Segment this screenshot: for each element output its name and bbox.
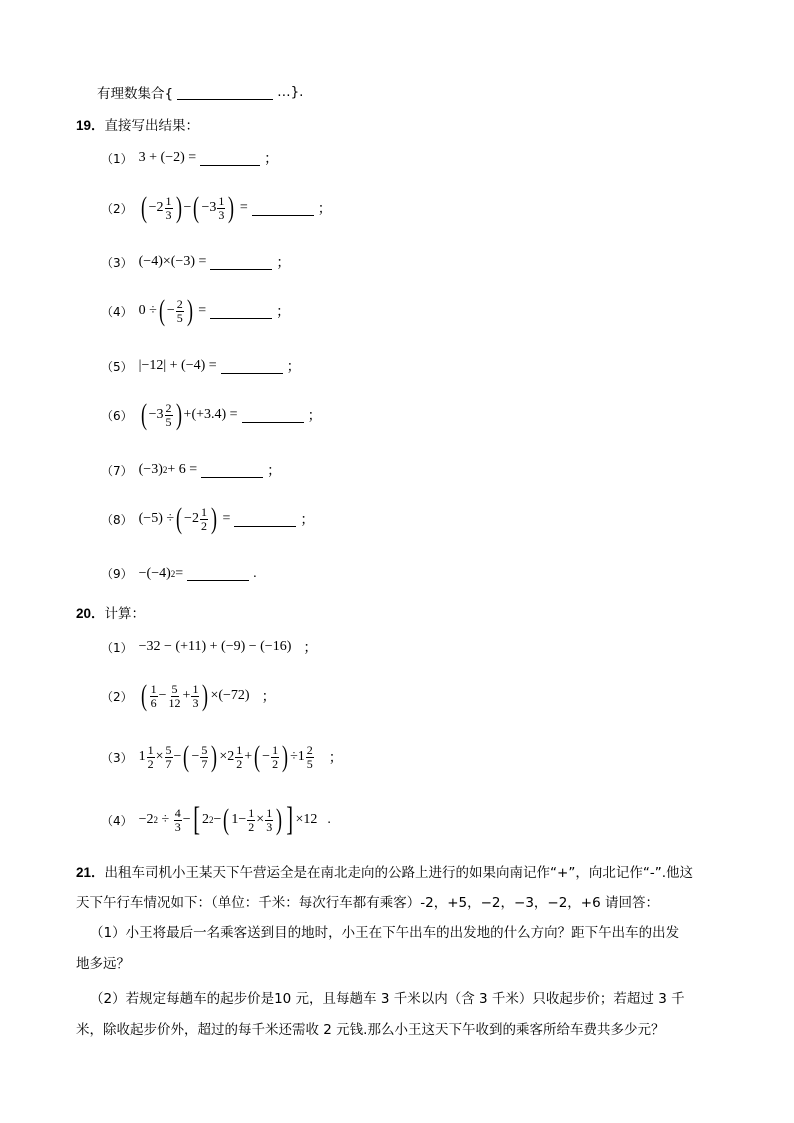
item-index: （3） xyxy=(101,255,133,270)
expression-tail: + 6 = xyxy=(167,462,198,477)
q20-item-1 xyxy=(101,637,317,657)
question-21-sub-1-line-2 xyxy=(76,949,130,979)
answer-blank[interactable] xyxy=(234,512,296,527)
expression: (−4)×(−3) = xyxy=(138,254,207,269)
q19-item-7: （7） (−3) 2 + 6 = ； xyxy=(101,462,282,479)
q19-item-4: （4） 0 ÷ ( − $\frac{2}{5}$ ) = ； xyxy=(101,294,291,327)
q19-item-1 xyxy=(101,148,278,168)
item-end: . xyxy=(253,565,257,581)
answer-blank[interactable] xyxy=(200,151,260,166)
item-index: （8） xyxy=(101,512,133,527)
rational-set-label: 有理数集合{ xyxy=(97,86,174,102)
item-end: ； xyxy=(317,202,332,217)
q19-item-6: （6） ( −3 $\frac{2}{5}$ ) +(+3.4) = ； xyxy=(101,398,322,431)
question-20-header xyxy=(76,602,145,622)
answer-blank[interactable] xyxy=(252,201,314,216)
q19-item-2: （2） ( −2 $\frac{1}{3}$ ) − ( −3 $\frac{1}{3}$ ) = ； xyxy=(101,191,332,224)
q20-item-2: （2） ( $\frac{1}{6}$ − $\frac{5}{12}$ + $\frac{1}{3}$ ) ×(−72) ； xyxy=(101,679,276,712)
question-21-line-2 xyxy=(76,888,659,918)
question-21-line-1 xyxy=(76,858,693,888)
item-end: ； xyxy=(276,305,291,320)
question-number: 20． xyxy=(76,606,105,621)
answer-blank[interactable] xyxy=(221,359,283,374)
expression-tail: = xyxy=(175,565,184,581)
answer-blank[interactable] xyxy=(201,463,263,478)
expression: (−3) xyxy=(138,462,163,477)
item-index: （6） xyxy=(101,408,133,423)
item-index: （1） xyxy=(101,640,133,655)
expression: 3 + (−2) = xyxy=(138,150,197,165)
answer-blank[interactable] xyxy=(210,255,272,270)
answer-blank[interactable] xyxy=(177,85,273,100)
item-end: ； xyxy=(307,409,322,424)
item-index: （4） xyxy=(101,813,133,828)
question-number: 21． xyxy=(76,865,105,880)
item-end: ； xyxy=(264,152,279,167)
item-end: ； xyxy=(261,690,276,705)
question-21-sub-1-line-1 xyxy=(90,918,679,948)
item-index: （3） xyxy=(101,750,133,765)
question-text: 天下午行车情况如下：（单位：千米：每次行车都有乘客）-2，+5，−2，−3，−2，+6 请回答： xyxy=(76,895,660,911)
answer-blank[interactable] xyxy=(210,304,272,319)
question-title: 直接写出结果： xyxy=(104,118,200,134)
q20-item-4: （4） −2 2 ÷ $\frac{4}{3}$ − [ 2 2 − ( 1− $\frac{1}{2}$ × $\frac{1}{3}$ ) ] ×12 . xyxy=(101,801,331,838)
expression: |−12| + (−4) = xyxy=(138,358,217,373)
item-index: （2） xyxy=(101,689,133,704)
item-index: （7） xyxy=(101,463,133,478)
subquestion-text: （1）小王将最后一名乘客送到目的地时，小王在下午出车的出发地的什么方向？距下午出车的出发 xyxy=(90,925,680,941)
item-end: ； xyxy=(303,641,318,656)
item-index: （9） xyxy=(101,567,133,581)
item-end: ； xyxy=(276,256,291,271)
question-21-sub-2-line-1 xyxy=(90,984,685,1014)
item-end: ； xyxy=(286,360,301,375)
subquestion-text: 米，除收起步价外，超过的每千米还需收 2 元钱.那么小王这天下午收到的乘客所给车费共多少元？ xyxy=(76,1022,665,1038)
question-21-sub-2-line-2 xyxy=(76,1015,664,1045)
question-title: 计算： xyxy=(104,606,146,622)
item-end: ； xyxy=(267,464,282,479)
expression: −(−4) xyxy=(138,565,171,581)
q19-item-8: （8） (−5) ÷ ( −2 $\frac{1}{2}$ ) = ； xyxy=(101,502,315,535)
item-index: （5） xyxy=(101,359,133,374)
rational-set-line xyxy=(97,82,303,102)
item-index: （4） xyxy=(101,304,133,319)
question-19-header xyxy=(76,114,199,134)
q19-item-3 xyxy=(101,252,290,272)
question-text: 出租车司机小王某天下午营运全是在南北走向的公路上进行的如果向南记作“+”，向北记作“-”.他这 xyxy=(104,865,693,881)
answer-blank[interactable] xyxy=(187,566,249,581)
q19-item-5 xyxy=(101,356,301,376)
item-end: ； xyxy=(328,751,343,766)
item-index: （1） xyxy=(101,151,133,166)
subquestion-text: （2）若规定每趟车的起步价是10 元，且每趟车 3 千米以内（含 3 千米）只收起步价；若超过 3 千 xyxy=(90,991,685,1007)
item-index: （2） xyxy=(101,201,133,216)
item-end: ； xyxy=(300,513,315,528)
question-number: 19． xyxy=(76,118,105,133)
rational-set-tail: …}. xyxy=(277,84,304,100)
item-end: . xyxy=(327,812,331,827)
q20-item-3: （3） 1 $\frac{1}{2}$ × $\frac{5}{7}$ − ( − $\frac{5}{7}$ ) ×2 $\frac{1}{2}$ + ( − $\frac{1}{2}$ ) ÷1 $\frac{2}{5}$ ； xyxy=(101,740,343,773)
expression: −32 − (+11) + (−9) − (−16) xyxy=(138,639,292,654)
answer-blank[interactable] xyxy=(242,408,304,423)
q19-item-9: （9） −(−4) 2 = . xyxy=(101,565,257,581)
subquestion-text: 地多远？ xyxy=(76,956,130,972)
